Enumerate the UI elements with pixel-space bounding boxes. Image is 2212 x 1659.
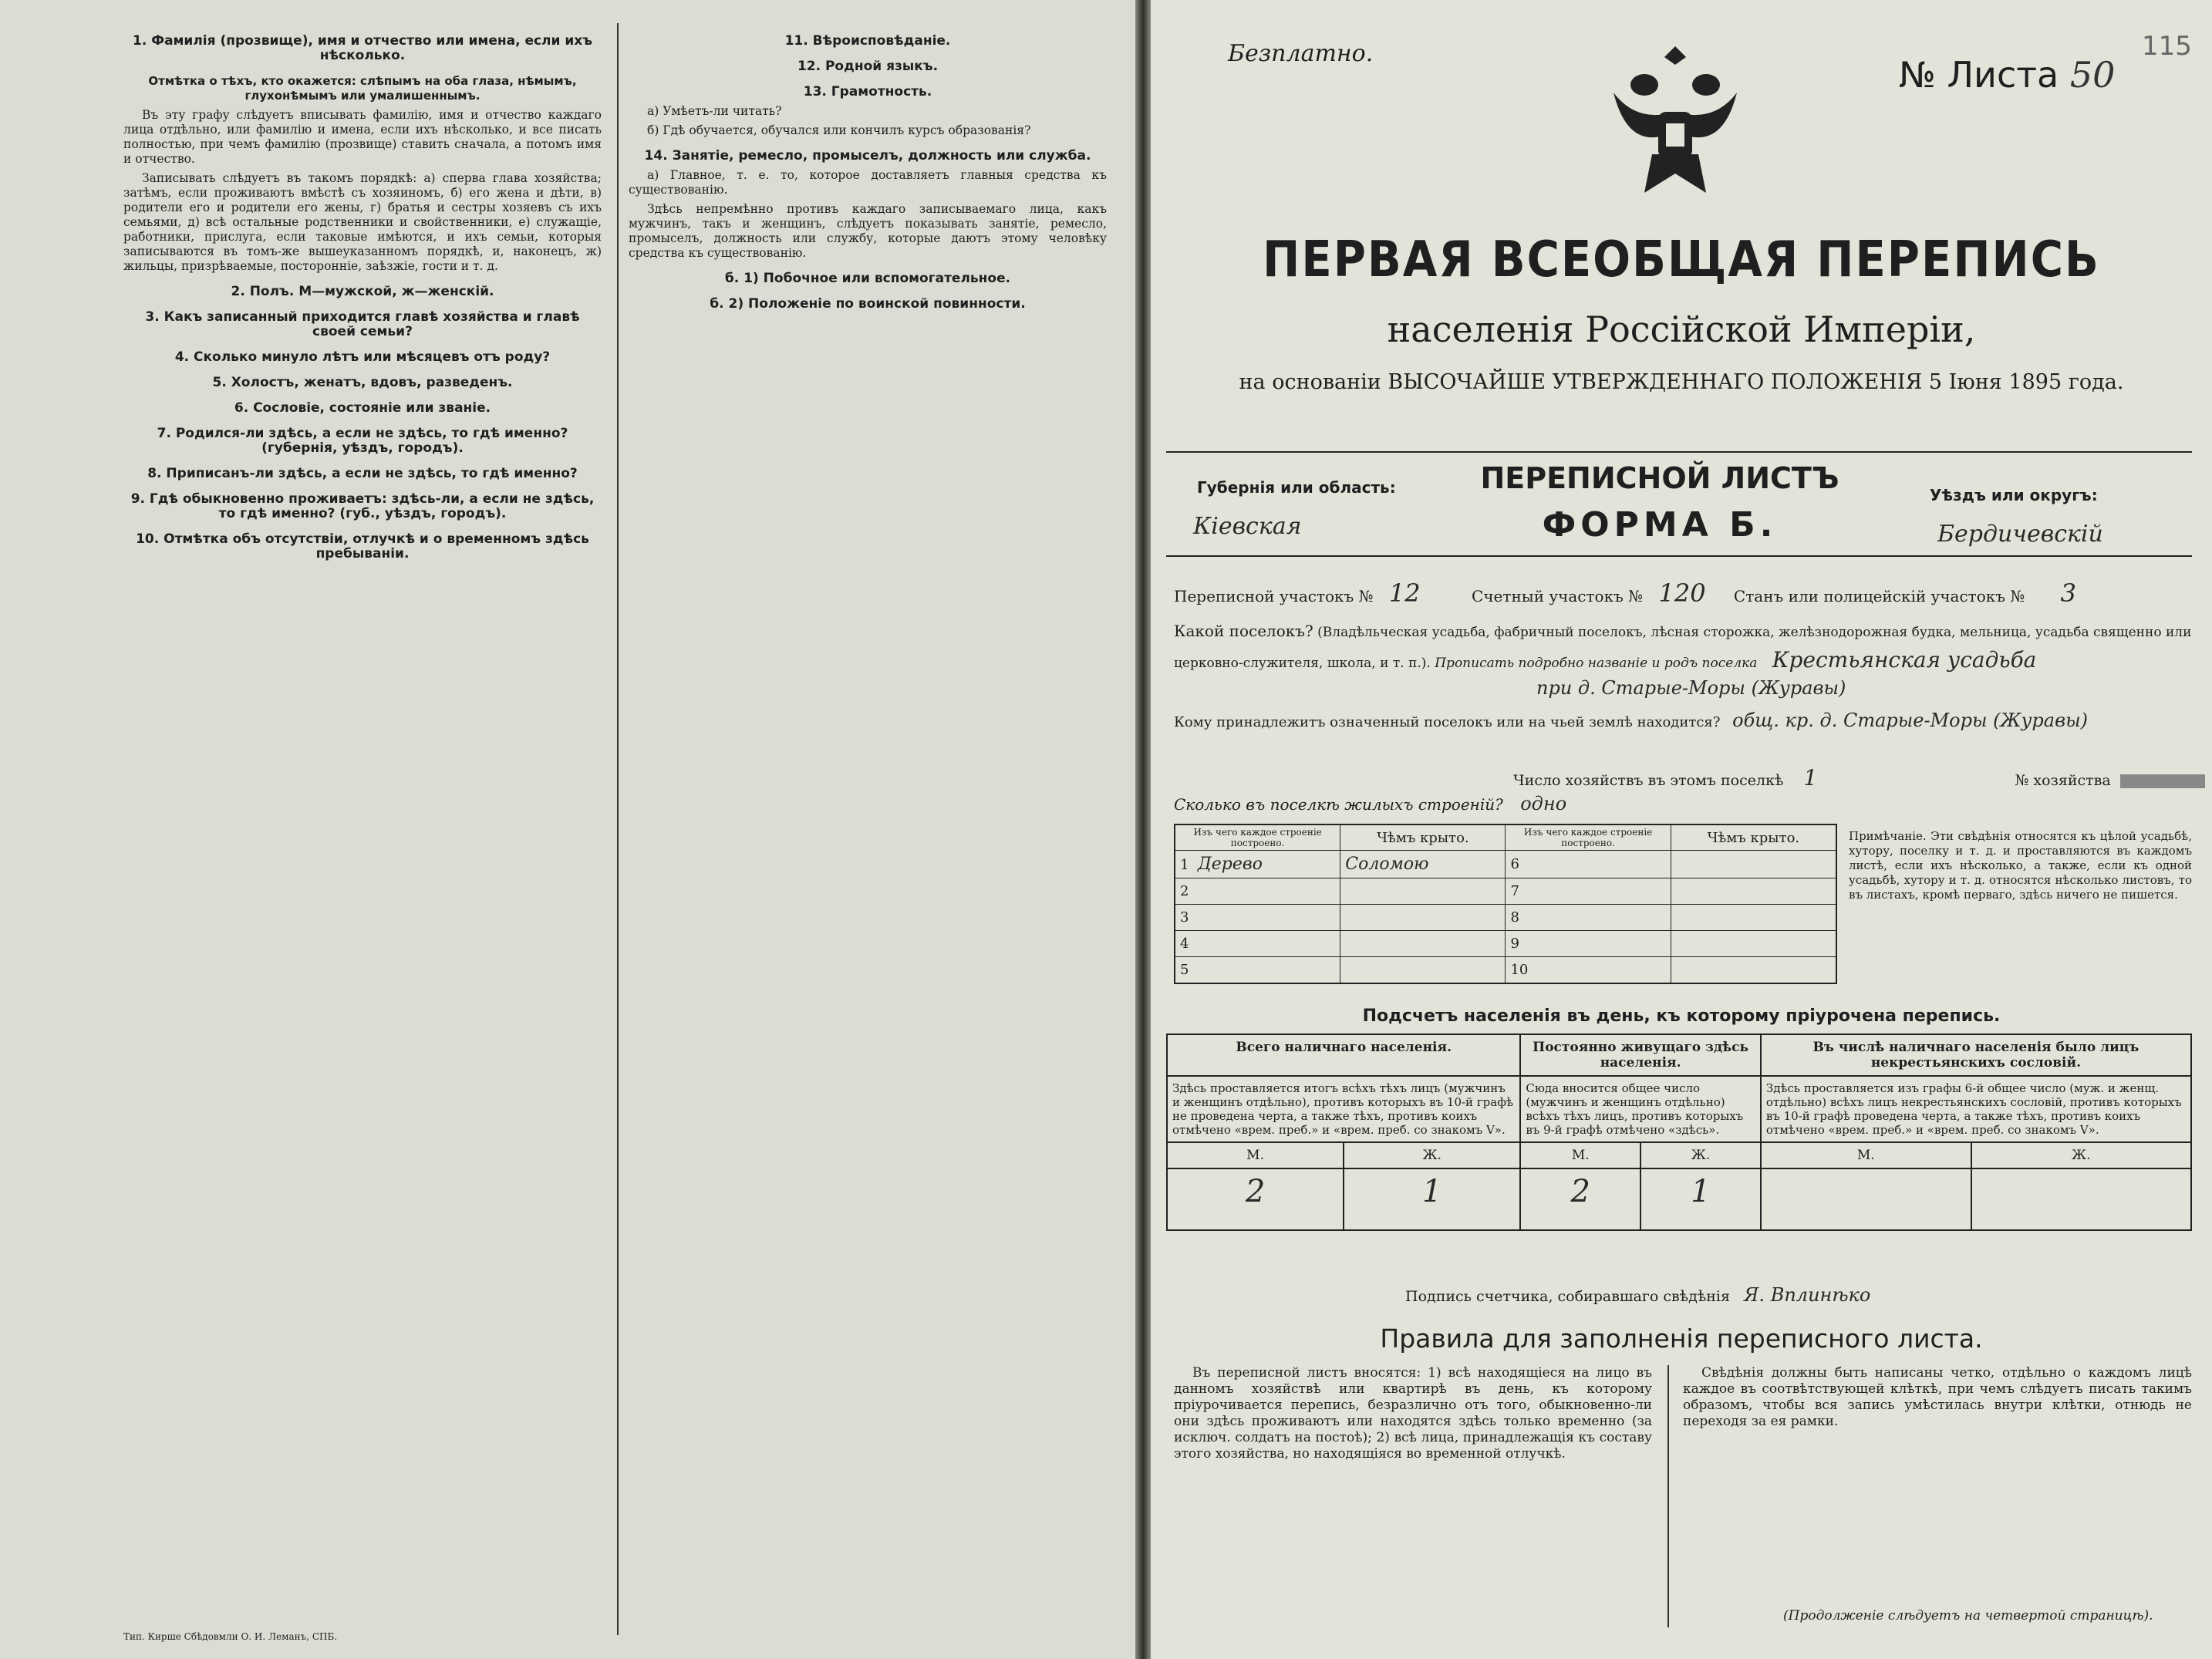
gubernia-value: Кіевская <box>1193 513 1302 540</box>
table-cell: 6 <box>1506 851 1671 878</box>
households-value: 1 <box>1803 765 1818 791</box>
uezd-value: Бердичевскій <box>1937 521 2103 548</box>
table-cell: 9 <box>1506 931 1671 957</box>
settlement-value: Крестьянская усадьба <box>1772 647 2037 673</box>
instruction-heading-12: 12. Родной языкъ. <box>797 59 939 74</box>
table-row <box>1175 878 1836 905</box>
census-form-page <box>1151 0 2212 1659</box>
instruction-paragraph: а) Главное, т. е. то, которое доставляетъ главныя средства къ существованію. <box>629 168 1107 197</box>
building-material-value: Дерево <box>1197 855 1263 874</box>
instruction-heading-9: 9. Гдѣ обыкновенно проживаетъ: здѣсь-ли, а если не здѣсь, то гдѣ именно? (губ., уѣздъ, городъ). <box>130 491 595 521</box>
district-label: Переписной участокъ № <box>1174 587 1374 605</box>
double-headed-eagle-icon <box>1598 39 1752 208</box>
table-header: М. <box>1167 1142 1344 1168</box>
instruction-heading-1: 1. Фамилія (прозвище), имя и отчество или имена, если ихъ нѣсколько. <box>133 33 592 63</box>
divider <box>1166 555 2192 557</box>
table-cell: 2 <box>1175 878 1340 905</box>
buildings-line <box>1174 793 1566 814</box>
table-cell <box>1340 931 1506 957</box>
settlement-value-2: при д. Старые-Моры (Журавы) <box>1536 677 1846 699</box>
rules-paragraph: Свѣдѣнія должны быть написаны четко, отдѣльно о каждомъ лицѣ каждое въ соотвѣтствующей клѣткѣ, при чемъ слѣдуетъ писать такимъ образомъ, чтобы вся запись умѣстилась внутри клѣтки, отнюдь не переходя за ея рамки. <box>1683 1365 2192 1429</box>
households-label: Число хозяйствъ въ этомъ поселкѣ <box>1513 772 1784 789</box>
table-cell: 8 <box>1506 905 1671 931</box>
stan-value: 3 <box>2060 578 2076 608</box>
instruction-heading-4: 4. Сколько минуло лѣтъ или мѣсяцевъ отъ роду? <box>174 349 551 365</box>
instruction-paragraph: Здѣсь непремѣнно противъ каждаго записываемаго лица, какъ мужчинъ, такъ и женщинъ, слѣдуетъ показывать занятіе, ремесло, промыселъ, должность или службу, которые даютъ этому человѣку средства къ существованію. <box>629 202 1107 260</box>
permanent-female-value: 1 <box>1640 1168 1761 1230</box>
sheet-number-label: № Листа <box>1899 54 2059 96</box>
population-table <box>1166 1034 2192 1231</box>
table-header: М. <box>1761 1142 1971 1168</box>
table-header: Изъ чего каждое строеніе построено. <box>1506 824 1671 851</box>
instruction-heading-side1: б. 1) Побочное или вспомогательное. <box>724 271 1011 286</box>
table-cell <box>1671 851 1836 878</box>
table-cell: 3 <box>1175 905 1340 931</box>
instruction-heading-3: 3. Какъ записанный приходится главѣ хозяйства и главѣ своей семьи? <box>145 309 580 339</box>
table-header: Ж. <box>1640 1142 1761 1168</box>
column-divider <box>617 23 619 1635</box>
settlement-block <box>1174 617 2192 677</box>
instruction-paragraph: Записывать слѣдуетъ въ такомъ порядкѣ: а) сперва глава хозяйства; затѣмъ, если проживаютъ вмѣстѣ съ хозяиномъ, б) его жена и дѣти, в) родители его и родители его жены, г) братья и сестры хозяевъ съ ихъ семьями, д) всѣ остальные родственники и свойственники, е) служащіе, работники, прислуга, если таковые имѣются, и ихъ семьи, которыя записываются въ томъ-же вышеуказанномъ порядкѣ, и, наконецъ, ж) жильцы, призрѣваемые, посторонніе, заѣзжіе, гости и т. д. <box>123 171 602 273</box>
sheet-number <box>1899 54 2115 96</box>
table-cell: 5 <box>1175 957 1340 983</box>
district-line <box>1174 578 2076 608</box>
table-row <box>1175 851 1836 878</box>
owner-line <box>1174 710 2088 731</box>
rules-paragraph: Въ переписной листъ вносятся: 1) всѣ находящіеся на лицо въ данномъ хозяйствѣ или квартирѣ въ день, къ которому пріурочивается перепись, безразлично отъ того, обыкновенно-ли они здѣсь проживаютъ или находятся здѣсь только временно (за исключ. солдатъ на постоѣ); 2) всѣ лица, принадлежащія къ составу этого хозяйства, но находящіяся во временной отлучкѣ. <box>1174 1365 1652 1462</box>
population-count-title: Подсчетъ населенія въ день, къ которому пріурочена перепись. <box>1362 1007 2001 1026</box>
owner-value: общ. кр. д. Старые-Моры (Журавы) <box>1732 710 2088 731</box>
signature-value: Я. Вплинѣко <box>1744 1284 1871 1306</box>
instruction-paragraph: Въ эту графу слѣдуетъ вписывать фамилію, имя и отчество каждаго лица отдѣльно, или фамилію и имена, если ихъ нѣсколько, и все писать полностью, при чемъ фамилію (прозвище) ставить сначала, а потомъ имя и отчество. <box>123 108 602 166</box>
signature-line <box>1405 1284 1870 1306</box>
table-cell: Сюда вносится общее число (мужчинъ и женщинъ отдѣльно) всѣхъ тѣхъ лицъ, противъ которыхъ въ 9-й графѣ отмѣчено «здѣсь». <box>1520 1076 1761 1142</box>
district-value: 12 <box>1388 578 1421 608</box>
census-subtitle: населенія Россійской Имперіи, <box>1387 309 1976 350</box>
instruction-subheading-13b: б) Гдѣ обучается, обучался или кончилъ курсъ образованія? <box>647 123 1031 137</box>
column-divider <box>1667 1365 1669 1627</box>
instructions-column-2 <box>629 23 1107 316</box>
table-header: Въ числѣ наличнаго населенія было лицъ некрестьянскихъ сословій. <box>1761 1034 2191 1076</box>
table-cell: Здѣсь проставляется итогъ всѣхъ тѣхъ лицъ (мужчинъ и женщинъ отдѣльно), противъ которыхъ въ 10-й графѣ не проведена черта, а также тѣхъ, противъ коихъ отмѣчено «врем. преб.» и «врем. преб. со знакомъ V». <box>1167 1076 1520 1142</box>
total-female-value: 1 <box>1344 1168 1520 1230</box>
table-header: Ж. <box>1344 1142 1520 1168</box>
table-header: Всего наличнаго населенія. <box>1167 1034 1520 1076</box>
table-row <box>1167 1076 2191 1142</box>
uezd-label: Уѣздъ или округъ: <box>1930 486 2098 504</box>
book-gutter <box>1135 0 1151 1659</box>
pencil-page-mark: 115 <box>2142 31 2192 62</box>
divider <box>1166 451 2192 453</box>
household-number-redacted <box>2120 774 2205 788</box>
table-row <box>1167 1034 2191 1076</box>
settlement-hint: (Владѣльческая усадьба, фабричный поселокъ, лѣсная сторожка, желѣзнодорожная будка, мельница, усадьба священно или церковно-служителя, школа, и т. п.). <box>1174 625 2192 671</box>
free-label: Безплатно. <box>1228 40 1374 67</box>
table-cell: 10 <box>1506 957 1671 983</box>
buildings-label: Сколько въ поселкѣ жилыхъ строеній? <box>1174 795 1503 814</box>
table-row <box>1175 957 1836 983</box>
table-cell <box>1340 957 1506 983</box>
table-header: Чѣмъ крыто. <box>1340 824 1506 851</box>
instruction-heading-11: 11. Вѣроисповѣданіе. <box>784 33 951 49</box>
table-header: М. <box>1520 1142 1640 1168</box>
instruction-heading-5: 5. Холостъ, женатъ, вдовъ, разведенъ. <box>212 375 513 390</box>
signature-label: Подпись счетчика, собиравшаго свѣдѣнія <box>1405 1288 1730 1305</box>
instruction-heading-13: 13. Грамотность. <box>803 84 932 99</box>
table-row <box>1167 1168 2191 1230</box>
counting-district-label: Счетный участокъ № <box>1472 587 1644 605</box>
census-title: ПЕРВАЯ ВСЕОБЩАЯ ПЕРЕПИСЬ <box>1263 231 2100 288</box>
instructions-column-1 <box>123 23 602 566</box>
table-cell: 1 Дерево <box>1175 851 1340 878</box>
instruction-heading-2: 2. Полъ. М—мужской, ж—женскій. <box>231 284 494 299</box>
form-type: ФОРМА Б. <box>1542 505 1778 545</box>
instruction-subheading-1: Отмѣтка о тѣхъ, кто окажется: слѣпымъ на оба глаза, нѣмымъ, глухонѣмымъ или умалишеннымъ. <box>148 74 577 103</box>
table-row <box>1175 824 1836 851</box>
rules-title: Правила для заполненія переписного листа. <box>1380 1323 1983 1354</box>
gubernia-label: Губернія или область: <box>1197 478 1396 497</box>
census-basis: на основаніи ВЫСОЧАЙШЕ УТВЕРЖДЕННАГО ПОЛОЖЕНІЯ 5 Іюня 1895 года. <box>1239 370 2124 394</box>
settlement-label: Какой поселокъ? <box>1174 622 1313 640</box>
instruction-heading-14: 14. Занятіе, ремесло, промыселъ, должность или служба. <box>644 148 1091 164</box>
households-line <box>1513 765 2205 791</box>
table-cell: 4 <box>1175 931 1340 957</box>
instruction-subheading-13a: а) Умѣетъ-ли читать? <box>647 104 782 118</box>
table-row <box>1175 905 1836 931</box>
owner-label: Кому принадлежитъ означенный поселокъ или на чьей землѣ находится? <box>1174 714 1721 730</box>
table-header: Ж. <box>1971 1142 2191 1168</box>
imprint: Тип. Кирше Сбѣдовмли О. И. Леманъ, СПБ. <box>123 1631 338 1642</box>
permanent-male-value: 2 <box>1520 1168 1640 1230</box>
table-cell <box>1971 1168 2191 1230</box>
instruction-heading-10: 10. Отмѣтка объ отсутствіи, отлучкѣ и о временномъ здѣсь пребываніи. <box>136 531 589 561</box>
sheet-number-value: 50 <box>2069 54 2116 96</box>
table-cell <box>1671 878 1836 905</box>
buildings-value: одно <box>1520 793 1567 814</box>
instruction-heading-7: 7. Родился-ли здѣсь, а если не здѣсь, то гдѣ именно? (губернія, уѣздъ, городъ). <box>157 426 568 456</box>
settlement-instruction: Прописать подробно названіе и родъ поселка <box>1435 656 1758 671</box>
table-cell <box>1340 905 1506 931</box>
table-cell: 7 <box>1506 878 1671 905</box>
table-cell <box>1671 957 1836 983</box>
stan-label: Станъ или полицейскій участокъ № <box>1733 587 2025 605</box>
table-cell <box>1671 931 1836 957</box>
table-cell: Здѣсь проставляется изъ графы 6-й общее число (муж. и женщ. отдѣльно) всѣхъ лицъ некрестьянскихъ сословій, противъ которыхъ въ 10-й графѣ проведена черта, а также тѣхъ, противъ коихъ отмѣчено «врем. преб.» и «врем. преб. со знакомъ V». <box>1761 1076 2191 1142</box>
household-number-label: № хозяйства <box>2015 772 2111 789</box>
rules-column-right <box>1683 1365 2192 1430</box>
table-header: Чѣмъ крыто. <box>1671 824 1836 851</box>
table-header: Изъ чего каждое строеніе построено. <box>1175 824 1340 851</box>
rules-continued-note: (Продолженіе слѣдуетъ на четвертой страницѣ). <box>1783 1608 2153 1624</box>
counting-district-value: 120 <box>1658 578 1706 608</box>
instruction-heading-8: 8. Приписанъ-ли здѣсь, а если не здѣсь, то гдѣ именно? <box>147 466 578 481</box>
table-row <box>1175 931 1836 957</box>
form-title: ПЕРЕПИСНОЙ ЛИСТЪ <box>1480 461 1839 495</box>
buildings-table <box>1174 824 1837 984</box>
building-roof-value: Соломою <box>1340 851 1506 878</box>
rules-column-left <box>1174 1365 1652 1462</box>
table-cell <box>1671 905 1836 931</box>
table-cell <box>1340 878 1506 905</box>
table-header: Постоянно живущаго здѣсь населенія. <box>1520 1034 1761 1076</box>
instruction-heading-side2: б. 2) Положеніе по воинской повинности. <box>710 296 1026 312</box>
buildings-note: Примѣчаніе. Эти свѣдѣнія относятся къ цѣлой усадьбѣ, хутору, поселку и т. д. и проставляются въ каждомъ листѣ, если ихъ нѣсколько, а также, если къ одной усадьбѣ, хутору и т. д. относятся нѣсколько листовъ, то въ листахъ, кромѣ перваго, здѣсь ничего не пишется. <box>1849 829 2192 902</box>
instruction-heading-6: 6. Сословіе, состояніе или званіе. <box>234 400 491 416</box>
table-row <box>1167 1142 2191 1168</box>
total-male-value: 2 <box>1167 1168 1344 1230</box>
table-cell <box>1761 1168 1971 1230</box>
